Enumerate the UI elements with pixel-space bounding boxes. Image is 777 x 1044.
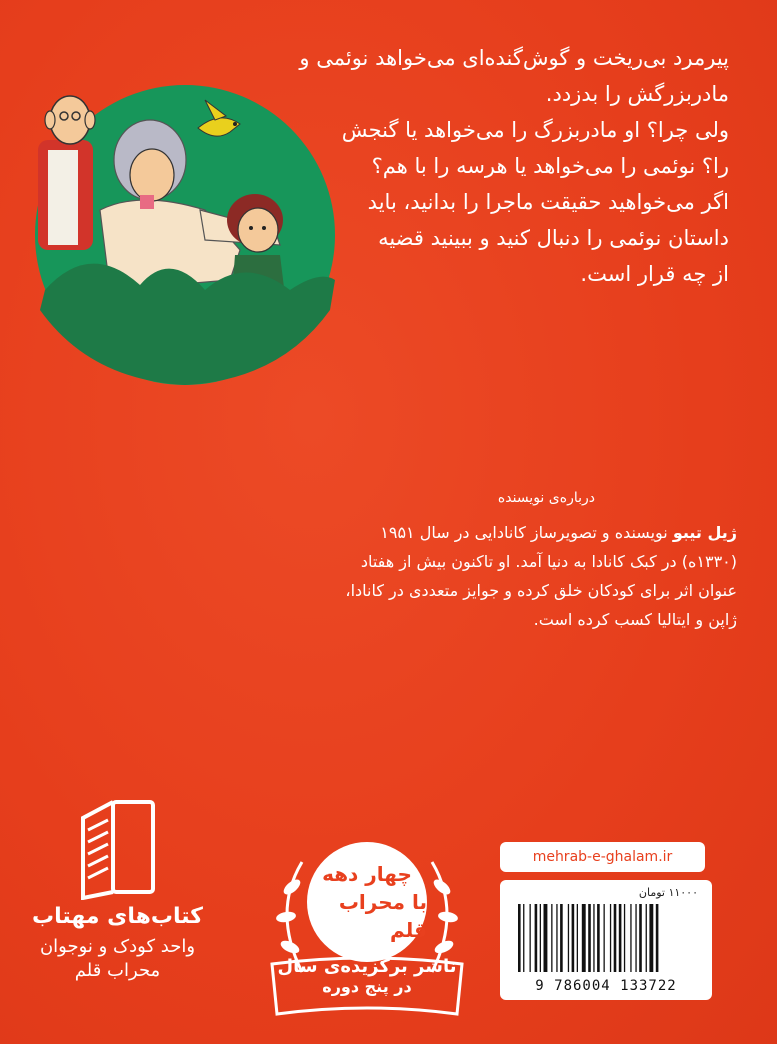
bio-line-2: (۱۳۳۰ه) در کبک کانادا به دنیا آمد. او تاکنون بیش از هفتاد	[360, 552, 737, 571]
barcode-bar	[656, 904, 659, 972]
blurb-line: ولی چرا؟ او مادربزرگ را می‌خواهد یا گنجش	[341, 118, 729, 142]
barcode-bar	[572, 904, 575, 972]
barcode-bar	[630, 904, 631, 972]
badge-line2: با محراب قلم	[338, 890, 427, 942]
publisher-brand: کتاب‌های مهتاب	[32, 904, 203, 929]
barcode-bar	[610, 904, 611, 972]
barcode-bar	[588, 904, 591, 972]
barcode-bar	[530, 904, 531, 972]
bio-line-3: عنوان اثر برای کودکان خلق کرده و جوایز متعددی در کانادا،	[345, 581, 737, 600]
barcode-bar	[639, 904, 642, 972]
barcode-bar	[568, 904, 569, 972]
badge-ribbon-line2: در پنج دوره	[322, 977, 412, 996]
blurb-line: پیرمرد بی‌ریخت و گوش‌گنده‌ای می‌خواهد نوئمی و	[299, 46, 729, 70]
bio-line-4: ژاپن و ایتالیا کسب کرده است.	[533, 610, 737, 629]
barcode-bar	[624, 904, 625, 972]
barcode-bar	[619, 904, 622, 972]
blurb-line: را؟ نوئمی را می‌خواهد یا هرسه را با هم؟	[371, 154, 729, 178]
barcode	[516, 904, 696, 972]
cover-illustration	[30, 80, 340, 390]
barcode-bar	[593, 904, 594, 972]
barcode-bar	[577, 904, 578, 972]
bio-line-1-text: نویسنده و تصویرساز کانادایی در سال ۱۹۵۱	[380, 523, 673, 542]
author-name: ژیل تیبو	[672, 523, 737, 542]
publisher-unit-line2: محراب قلم	[74, 960, 161, 981]
blurb-line: داستان نوئمی را دنبال کنید و ببینید قضیه	[378, 226, 729, 250]
barcode-bar	[649, 904, 653, 972]
blurb-line: اگر می‌خواهید حقیقت ماجرا را بدانید، باید	[367, 190, 729, 214]
about-author-heading: درباره‌ی نویسنده	[497, 490, 595, 506]
bio-line-1	[297, 518, 737, 547]
badge-ribbon-line1: ناشر برگزیده‌ی سال	[277, 956, 457, 977]
barcode-bar	[560, 904, 563, 972]
blurb-line: از چه قرار است.	[580, 262, 729, 286]
barcode-box	[500, 880, 712, 1000]
badge-ribbon	[272, 956, 462, 996]
barcode-bar	[604, 904, 605, 972]
barcode-bar	[544, 904, 548, 972]
publisher-website: mehrab-e-ghalam.ir	[500, 842, 705, 872]
anniversary-badge	[262, 842, 472, 1022]
barcode-bar	[535, 904, 538, 972]
old-man-figure	[38, 96, 95, 250]
barcode-bar	[556, 904, 557, 972]
barcode-bar	[582, 904, 586, 972]
blurb	[279, 40, 729, 292]
isbn-number: 9 786004 133722	[535, 978, 677, 994]
book-moon-icon	[68, 790, 168, 900]
barcode-bar	[551, 904, 552, 972]
barcode-bar	[597, 904, 600, 972]
blurb-line: مادربزرگش را بدزدد.	[545, 82, 729, 106]
barcode-bar	[646, 904, 647, 972]
badge-circle	[307, 842, 427, 962]
badge-line1: چهار دهه	[322, 862, 412, 886]
barcode-bar	[614, 904, 617, 972]
illustration-svg	[30, 80, 340, 390]
barcode-bar	[523, 904, 524, 972]
price-label: ۱۱۰۰۰ تومان	[638, 886, 698, 899]
barcode-bar	[518, 904, 521, 972]
publisher-logo	[30, 790, 205, 990]
barcode-bar	[540, 904, 541, 972]
about-author-bio	[297, 518, 737, 634]
barcode-bar	[635, 904, 636, 972]
publisher-unit-line1: واحد کودک و نوجوان	[39, 936, 196, 957]
